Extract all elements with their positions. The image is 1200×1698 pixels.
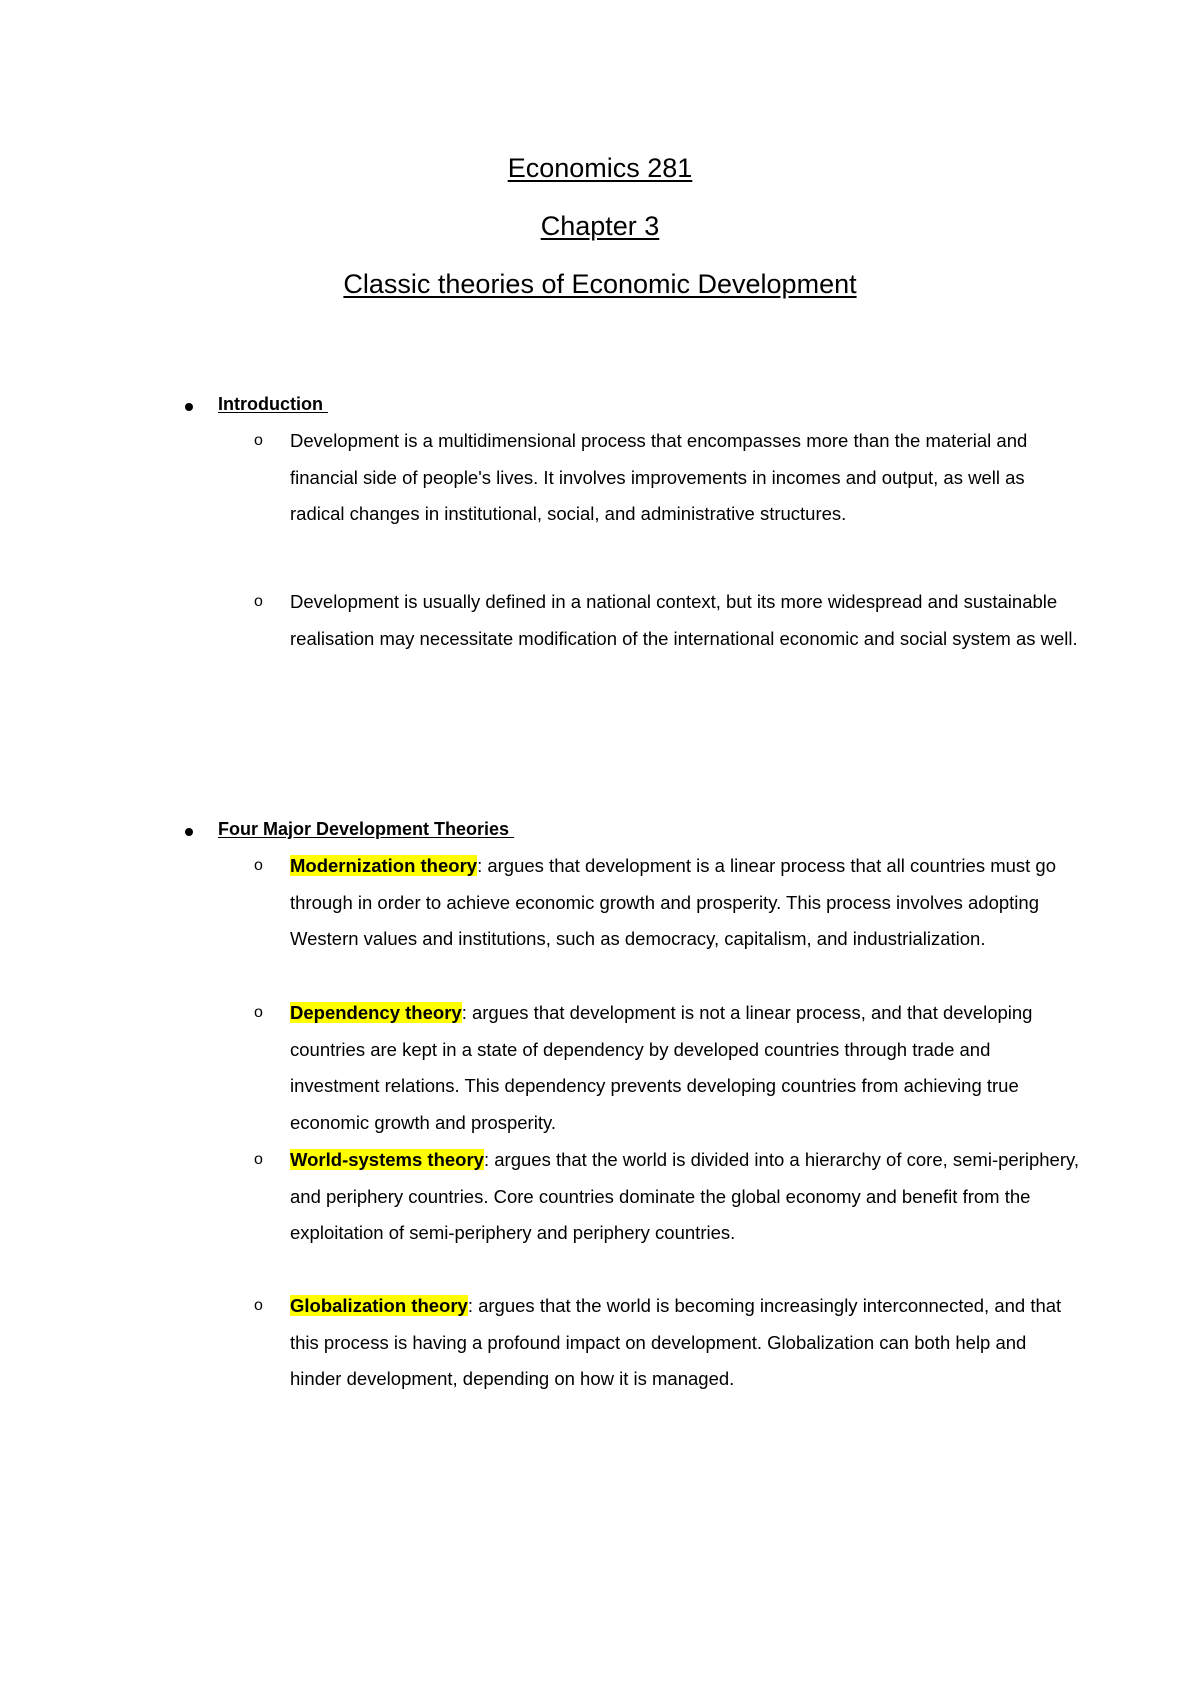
bullet-icon bbox=[185, 828, 193, 836]
circle-bullet-icon: o bbox=[254, 1151, 263, 1168]
circle-bullet-icon: o bbox=[254, 857, 263, 874]
theory-description: : argues that the world is becoming increasingly interconnected, and that this process is having a profound impact on development. Globalization can both help and hinder development, depending on how it is managed. bbox=[290, 1295, 1062, 1389]
circle-bullet-icon: o bbox=[254, 593, 263, 610]
theory-item-text bbox=[290, 995, 1080, 1141]
course-title: Economics 281 bbox=[507, 153, 693, 183]
introduction-heading: Introduction bbox=[218, 394, 328, 414]
bullet-icon bbox=[185, 403, 193, 411]
introduction-item-text: Development is usually defined in a national context, but its more widespread and sustainable realisation may necessitate modification of the international economic and social system as well. bbox=[290, 591, 1078, 649]
theory-item-text bbox=[290, 1288, 1080, 1398]
theory-term: World-systems theory bbox=[290, 1149, 484, 1170]
theory-term: Modernization theory bbox=[290, 855, 478, 876]
theory-description: : argues that development is a linear process that all countries must go through in order to achieve economic growth and prosperity. This process involves adopting Western values and institutions, such as democracy, capitalism, and industrialization. bbox=[290, 855, 1057, 949]
theory-description: : argues that the world is divided into a hierarchy of core, semi-periphery, and periphery countries. Core countries dominate the global economy and benefit from the exploitation of semi-periphery and periphery countries. bbox=[290, 1149, 1079, 1243]
theory-item-text bbox=[290, 848, 1080, 958]
circle-bullet-icon: o bbox=[254, 1297, 263, 1314]
title-block bbox=[0, 148, 1200, 322]
circle-bullet-icon: o bbox=[254, 432, 263, 449]
theory-term: Globalization theory bbox=[290, 1295, 468, 1316]
introduction-item-text: Development is a multidimensional process that encompasses more than the material and financial side of people's lives. It involves improvements in incomes and output, as well as radical changes in institutional, social, and administrative structures. bbox=[290, 430, 1028, 524]
theories-heading: Four Major Development Theories bbox=[218, 819, 515, 839]
theory-description: : argues that development is not a linear process, and that developing countries are kept in a state of dependency by developed countries through trade and investment relations. This dependency prevents developing countries from achieving true economic growth and prosperity. bbox=[290, 1002, 1033, 1133]
chapter-subtitle: Classic theories of Economic Development bbox=[343, 269, 857, 299]
circle-bullet-icon: o bbox=[254, 1004, 263, 1021]
theory-item-text bbox=[290, 1142, 1080, 1252]
chapter-title: Chapter 3 bbox=[540, 211, 660, 241]
theory-term: Dependency theory bbox=[290, 1002, 462, 1023]
